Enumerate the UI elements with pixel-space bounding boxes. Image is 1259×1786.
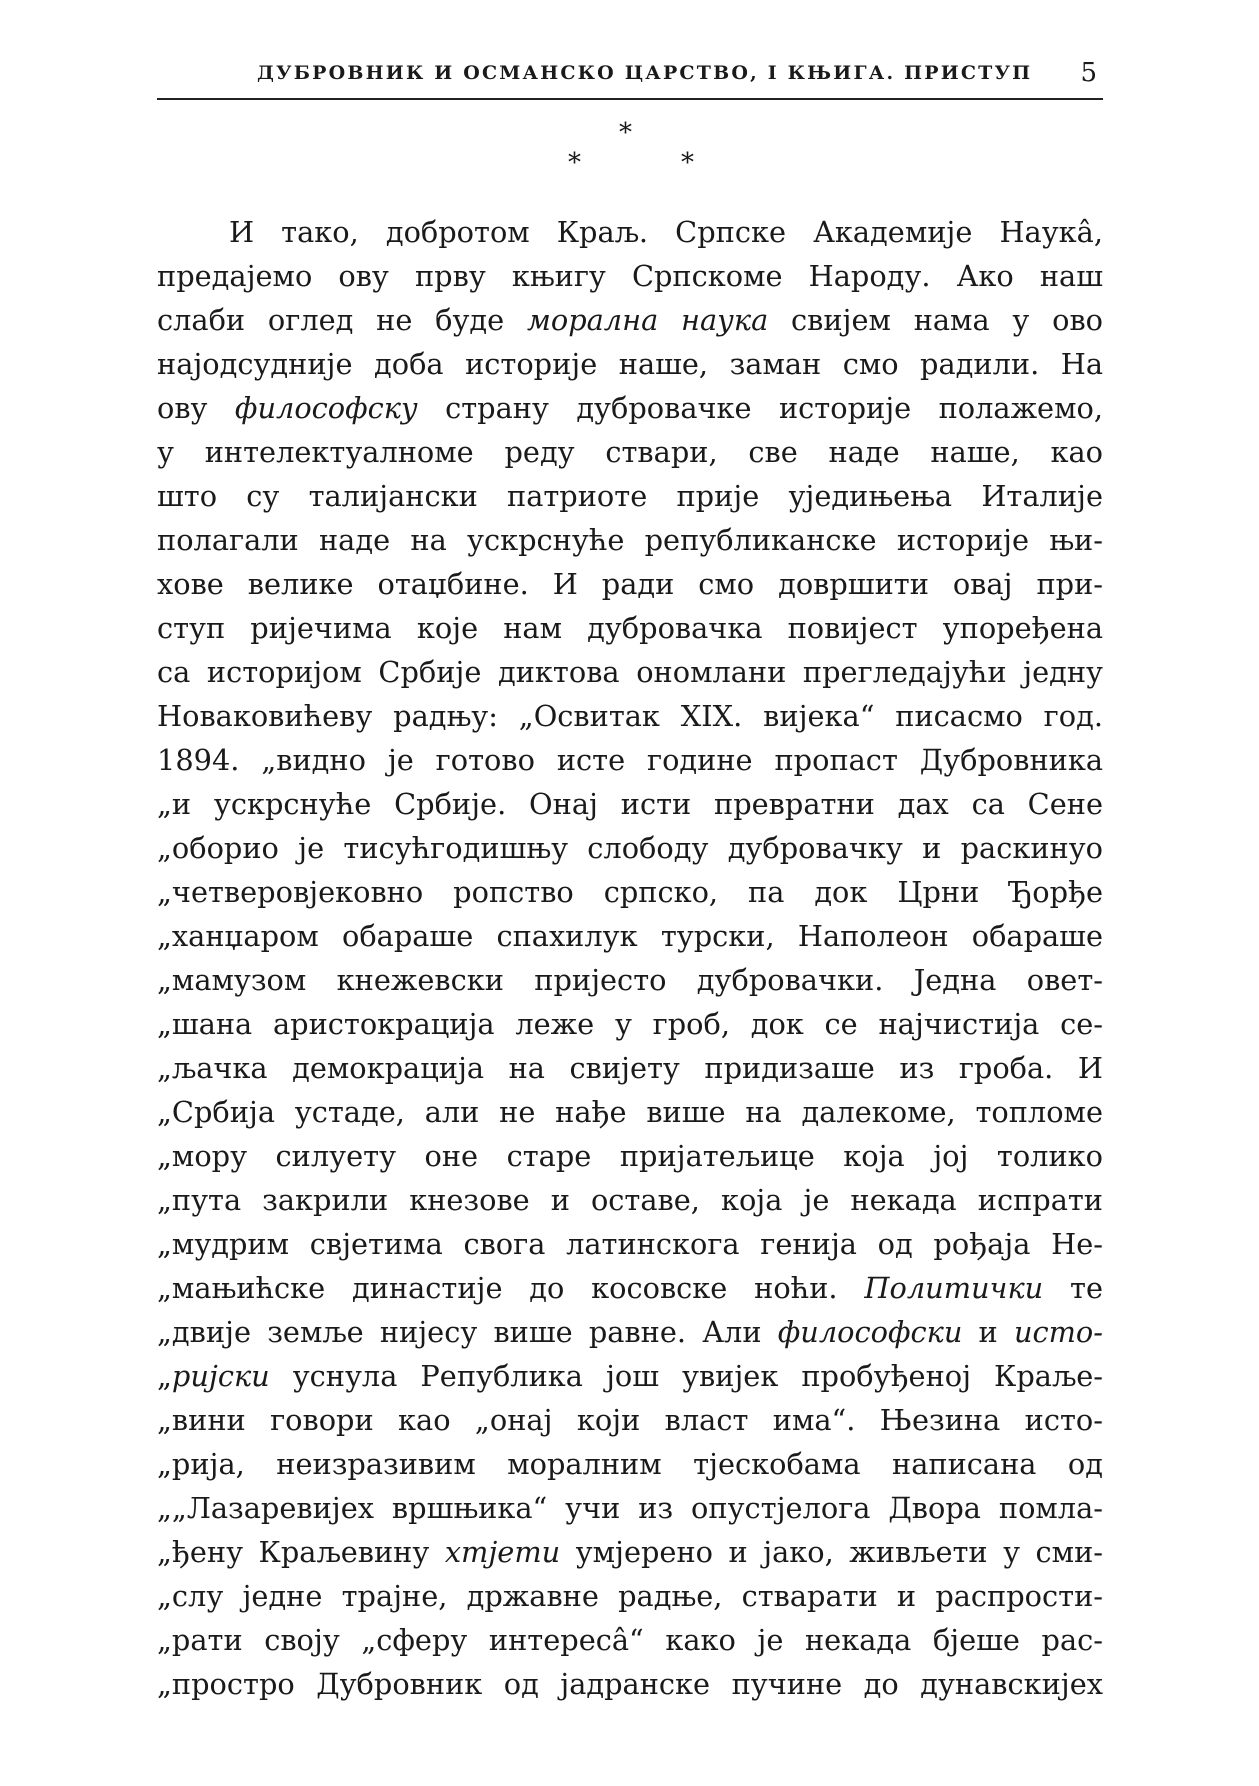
text-line xyxy=(157,782,1103,826)
text-run: ову xyxy=(157,391,235,425)
text-run: свијем нама у ово xyxy=(768,303,1103,337)
text-line xyxy=(157,1178,1103,1222)
text-run: ступ ријечима које нам дубровачка повијест упоређена xyxy=(157,611,1103,645)
book-page xyxy=(157,58,1103,1706)
text-run: „слу једне трајне, државне радње, стварати и распрости- xyxy=(157,1579,1103,1613)
italic-text: философску xyxy=(234,391,418,425)
text-line xyxy=(157,1222,1103,1266)
italic-text: ријски xyxy=(171,1359,270,1393)
text-run: „мањићске династије до косовске ноћи. xyxy=(157,1271,865,1305)
text-line xyxy=(157,1486,1103,1530)
running-title: ДУБРОВНИК И ОСМАНСКО ЦАРСТВО, I КЊИГА. ПРИСТУП xyxy=(257,62,1033,84)
text-line xyxy=(157,1662,1103,1706)
text-line xyxy=(157,562,1103,606)
text-run: „мору силуету оне старе пријатељице која јој толико xyxy=(157,1139,1103,1173)
text-run: „ханџаром обараше спахилук турски, Наполеон обараше xyxy=(157,919,1103,953)
text-line xyxy=(157,914,1103,958)
text-run: „четверовјековно ропство српско, па док Црни Ђорђе xyxy=(157,875,1103,909)
text-line xyxy=(157,826,1103,870)
text-run: уснула Република још увијек пробуђеној Краље- xyxy=(269,1359,1103,1393)
text-run: „пута закрили кнезове и оставе, која је некада испрати xyxy=(157,1183,1103,1217)
text-line xyxy=(157,254,1103,298)
text-run: „рати своју „сферу интересâ“ како је некада бјеше рас- xyxy=(157,1623,1103,1657)
text-line xyxy=(157,694,1103,738)
text-line xyxy=(157,474,1103,518)
asterisk-icon: * xyxy=(568,148,581,178)
text-run: „и ускрснуће Србије. Онај исти превратни дах са Сене xyxy=(157,787,1103,821)
italic-text: Политички xyxy=(864,1271,1044,1305)
text-run: хове велике отаџбине. И ради смо довршити овај при- xyxy=(157,567,1103,601)
text-run: „љачка демокрација на свијету придизаше из гроба. И xyxy=(157,1051,1103,1085)
italic-text: хтјети xyxy=(444,1535,561,1569)
text-run: „мудрим свјетима свога латинскога генија од рођаја Не- xyxy=(157,1227,1103,1261)
text-run: слаби оглед не буде xyxy=(157,303,527,337)
asterisk-icon: * xyxy=(619,118,632,148)
text-line xyxy=(157,342,1103,386)
asterism-ornament xyxy=(157,100,1103,196)
text-line xyxy=(157,1354,1103,1398)
text-run: „Србија устаде, али не нађе више на далекоме, топломе xyxy=(157,1095,1103,1129)
italic-text: исто- xyxy=(1013,1315,1103,1349)
text-run: предајемо ову прву књигу Српскоме Народу. Ако наш xyxy=(157,259,1103,293)
text-run: „рија, неизразивим моралним тјескобама написана од xyxy=(157,1447,1103,1481)
text-line xyxy=(157,958,1103,1002)
text-line xyxy=(157,1618,1103,1662)
text-line xyxy=(157,210,1103,254)
text-run: „оборио је тисућгодишњу слободу дубровачку и раскинуо xyxy=(157,831,1103,865)
text-run: полагали наде на ускрснуће републиканске историје њи- xyxy=(157,523,1103,557)
text-run: те xyxy=(1043,1271,1103,1305)
text-run: „ xyxy=(157,1359,172,1393)
text-line xyxy=(157,1046,1103,1090)
text-run: умјерено и јако, живљети у сми- xyxy=(560,1535,1103,1569)
text-run: и xyxy=(962,1315,1014,1349)
text-line xyxy=(157,518,1103,562)
text-run: Новаковићеву радњу: „Освитак XIX. вијека“ писасмо год. xyxy=(157,699,1103,733)
italic-text: философски xyxy=(777,1315,963,1349)
text-line xyxy=(157,606,1103,650)
text-run: што су талијански патриоте прије уједињења Италије xyxy=(157,479,1103,513)
text-run: „простро Дубровник од јадранске пучине до дунавскијех xyxy=(157,1667,1103,1701)
text-run: И тако, добротом Краљ. Српске Академије Наукâ, xyxy=(229,215,1103,249)
body-paragraph xyxy=(157,210,1103,1706)
text-run: „шана аристокрација леже у гроб, док се најчистија се- xyxy=(157,1007,1103,1041)
text-line xyxy=(157,386,1103,430)
text-run: „двије земље нијесу више равне. Али xyxy=(157,1315,778,1349)
text-run: страну дубровачке историје полажемо, xyxy=(417,391,1103,425)
text-line xyxy=(157,1310,1103,1354)
text-run: „вини говори као „онај који власт има“. Њезина исто- xyxy=(157,1403,1103,1437)
text-line xyxy=(157,1266,1103,1310)
page-number: 5 xyxy=(1080,58,1097,88)
text-run: „мамузом кнежевски пријесто дубровачки. Једна овет- xyxy=(157,963,1103,997)
text-run: најодсудније доба историје наше, заман смо радили. На xyxy=(157,347,1103,381)
asterisk-icon: * xyxy=(681,148,694,178)
text-line xyxy=(157,1398,1103,1442)
text-line xyxy=(157,1530,1103,1574)
text-line xyxy=(157,298,1103,342)
text-run: 1894. „видно је готово исте године пропаст Дубровника xyxy=(157,743,1103,777)
text-line xyxy=(157,1134,1103,1178)
text-line xyxy=(157,1090,1103,1134)
text-line xyxy=(157,1442,1103,1486)
italic-text: морална наука xyxy=(526,303,769,337)
text-line xyxy=(157,870,1103,914)
text-run: „„Лазаревијех вршњика“ учи из опустјелога Двора помла- xyxy=(157,1491,1103,1525)
text-line xyxy=(157,1574,1103,1618)
text-run: „ђену Краљевину xyxy=(157,1535,445,1569)
running-head xyxy=(157,58,1103,100)
text-line xyxy=(157,738,1103,782)
text-line xyxy=(157,1002,1103,1046)
text-line xyxy=(157,430,1103,474)
text-run: у интелектуалноме реду ствари, све наде наше, као xyxy=(157,435,1103,469)
text-line xyxy=(157,650,1103,694)
text-run: са историјом Србије диктова ономлани прегледајући једну xyxy=(157,655,1103,689)
